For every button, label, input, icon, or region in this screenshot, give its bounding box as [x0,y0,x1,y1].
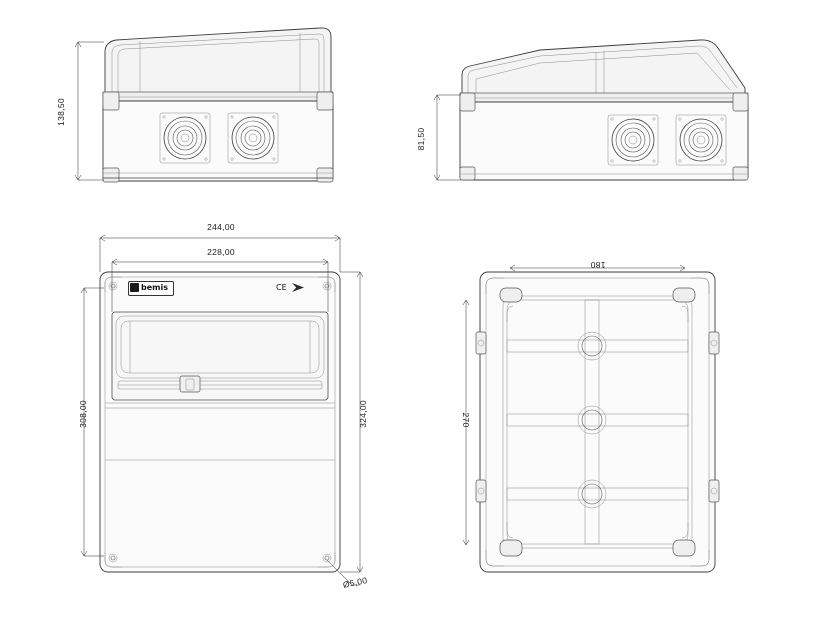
view-rear [463,265,719,572]
view-top-left [75,28,333,182]
dim-rear-width: 180 [590,260,606,270]
dim-front-height-total: 324,00 [358,400,368,428]
view-top-right [434,40,748,180]
view-front [81,235,363,585]
dim-rear-height: 270 [461,412,471,428]
logo-mark-icon [130,283,139,292]
dim-side-height: 81,50 [416,127,426,151]
dim-front-width-inner: 228,00 [207,247,235,257]
dim-front-height-inner: 308,00 [78,400,88,428]
dim-corner-hole: Ø5,00 [341,574,369,590]
ce-mark-label: CE [276,283,287,292]
dim-front-height-overall: 138,50 [56,98,66,126]
brand-logo-text: bemis [141,283,168,292]
dim-front-width-overall: 244,00 [207,222,235,232]
